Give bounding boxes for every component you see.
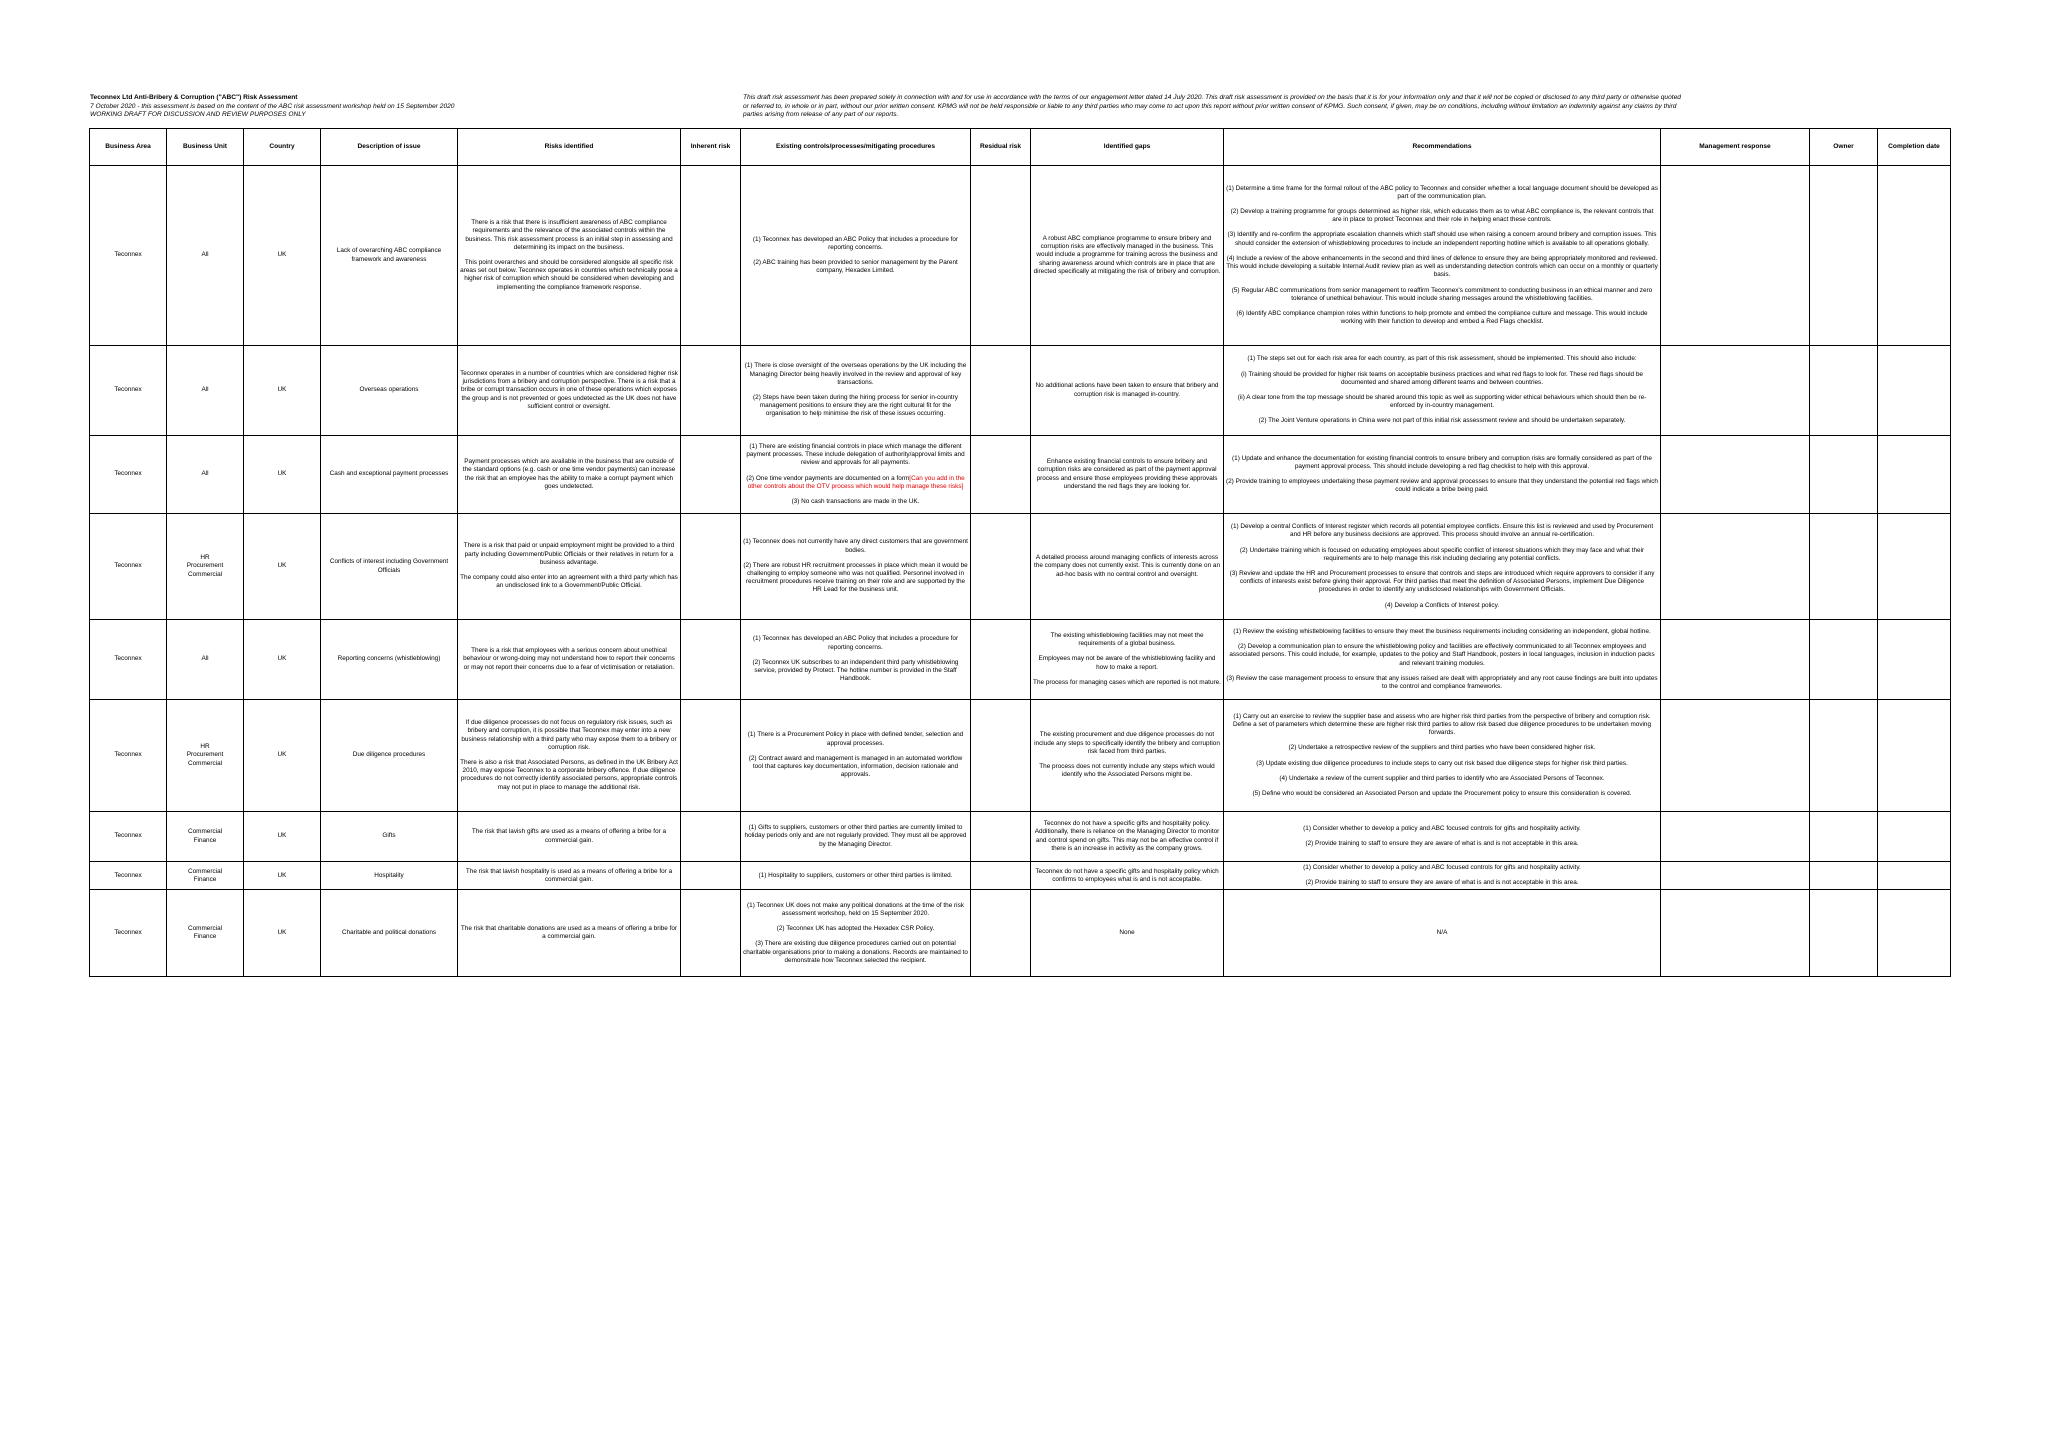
risks-cell xyxy=(458,166,681,346)
risks-cell xyxy=(458,700,681,812)
paragraph: No additional actions have been taken to ensure that bribery and corruption risk is managed in-country. xyxy=(1035,382,1219,398)
paragraph: (2) Provide training to staff to ensure they are aware of what is and is not acceptable in this area. xyxy=(1305,879,1579,887)
col-recommendations: Recommendations xyxy=(1224,129,1661,166)
paragraph: (1) Update and enhance the documentation for existing financial controls to ensure bribery and corruption risks are formally considered as part of the payment approval process. This should include developing a red flag checklist to help with this approval. xyxy=(1232,454,1652,470)
inherent-risk-cell xyxy=(681,862,741,890)
completion-date-cell xyxy=(1878,346,1951,436)
description-cell: Lack of overarching ABC compliance framework and awareness xyxy=(321,166,458,346)
business-unit-cell: HR Procurement Commercial xyxy=(167,700,244,812)
business-area-cell: Teconnex xyxy=(90,346,167,436)
inherent-risk-cell xyxy=(681,514,741,620)
disclaimer: This draft risk assessment has been prepared solely in connection with and for use in accordance with the terms of our engagement letter dated 14 July 2020. This draft risk assessment is provided on the basis that it is for your information only and that it will not be copied or disclosed to any third party or otherwise quoted or referred to, in whole or in part, without our prior written consent. KPMG will not be held responsible or liable to any third parties who may come to act upon this report without prior written consent of KPMG. Such consent, if given, may be on conditions, including without limitation an indemnity against any claims by third parties arising from release of any part of our reports. xyxy=(743,94,1681,119)
paragraph: (1) Teconnex UK does not make any political donations at the time of the risk assessment workshop, held on 15 September 2020. xyxy=(747,901,964,917)
paragraph: Teconnex operates in a number of countries which are considered higher risk jurisdictions from a bribery and corruption perspective. There is a risk that a bribe or corrupt transaction occurs in one of these operations which exposes the group and is not prevented or goes undetected as the UK does not have sufficient control or oversight. xyxy=(460,369,678,410)
residual-risk-cell xyxy=(971,812,1031,862)
col-risks: Risks identified xyxy=(458,129,681,166)
paragraph: (1) There is a Procurement Policy in place with defined tender, selection and approval processes. xyxy=(747,731,964,747)
business-unit-cell: HR Procurement Commercial xyxy=(167,514,244,620)
risk-assessment-table xyxy=(89,128,1951,977)
description-cell: Reporting concerns (whistleblowing) xyxy=(321,620,458,700)
col-gaps: Identified gaps xyxy=(1031,129,1224,166)
paragraph: (2) Develop a communication plan to ensure the whistleblowing policy and facilities are effectively communicated to all Teconnex employees and associated persons. This could include, for example, updates to the policy and Staff Handbook, posters in local languages, inclusion in induction packs and relevant training modules. xyxy=(1229,643,1655,667)
recommendations-cell xyxy=(1224,700,1661,812)
risks-cell xyxy=(458,346,681,436)
management-response-cell xyxy=(1661,620,1810,700)
controls-cell xyxy=(741,700,971,812)
inherent-risk-cell xyxy=(681,166,741,346)
paragraph: The existing whistleblowing facilities may not meet the requirements of a global business. xyxy=(1050,631,1204,648)
completion-date-cell xyxy=(1878,166,1951,346)
country-cell: UK xyxy=(244,700,321,812)
country-cell: UK xyxy=(244,862,321,890)
paragraph: There is a risk that there is insufficient awareness of ABC compliance requirements and the relevance of the associated controls within the business. This risk assessment process is an initial step in assessing and determining its impact on the business. xyxy=(465,219,673,251)
paragraph: (1) Teconnex has developed an ABC Policy that includes a procedure for reporting concerns. xyxy=(752,235,959,251)
paragraph: (5) Regular ABC communications from senior management to reaffirm Teconnex's commitment to conducting business in an ethical manner and zero tolerance of unethical behaviour. This would include sharing messages around the whistleblowing facilities. xyxy=(1231,286,1653,302)
completion-date-cell xyxy=(1878,812,1951,862)
col-business-area: Business Area xyxy=(90,129,167,166)
table-row xyxy=(90,890,1951,977)
residual-risk-cell xyxy=(971,436,1031,514)
paragraph: (3) No cash transactions are made in the UK. xyxy=(791,497,920,505)
inherent-risk-cell xyxy=(681,620,741,700)
paragraph: There is also a risk that Associated Persons, as defined in the UK Bribery Act 2010, may expose Teconnex to a corporate bribery offence. If due diligence procedures do not correctly identify associated persons, appropriate controls may not put in place to manage the additional risk. xyxy=(460,759,678,791)
paragraph: (1) Review the existing whistleblowing facilities to ensure they meet the business requirements including considering an independent, global hotline. xyxy=(1233,627,1651,635)
business-area-cell: Teconnex xyxy=(90,700,167,812)
paragraph: Employees may not be aware of the whistleblowing facility and how to make a report. xyxy=(1038,655,1216,671)
management-response-cell xyxy=(1661,166,1810,346)
paragraph: (2) There are robust HR recruitment processes in place which mean it would be challenging to employ someone who was not qualified. Personnel involved in recruitment procedures receive training on their role and are supported by the HR Lead for the business unit. xyxy=(743,561,968,594)
paragraph: Enhance existing financial controls to ensure bribery and corruption risks are considered as part of the payment approval process and ensure those employees providing these approvals understand the red flags they are looking for. xyxy=(1036,458,1218,490)
inherent-risk-cell xyxy=(681,436,741,514)
table-row xyxy=(90,812,1951,862)
paragraph: The risk that lavish hospitality is used as a means of offering a bribe for a commercial gain. xyxy=(465,867,673,883)
owner-cell xyxy=(1810,700,1878,812)
residual-risk-cell xyxy=(971,620,1031,700)
owner-cell xyxy=(1810,346,1878,436)
paragraph: (4) Develop a Conflicts of Interest policy. xyxy=(1384,601,1500,609)
completion-date-cell xyxy=(1878,436,1951,514)
inherent-risk-cell xyxy=(681,700,741,812)
business-unit-cell: All xyxy=(167,166,244,346)
description-cell: Due diligence procedures xyxy=(321,700,458,812)
gaps-cell xyxy=(1031,890,1224,977)
paragraph: (1) Teconnex does not currently have any direct customers that are government bodies. xyxy=(743,538,968,554)
paragraph: (3) Review and update the HR and Procurement processes to ensure that controls and steps are introduced which require approvers to consider if any conflicts of interests exist before giving their approval. For third parties that meet the definition of Associated Persons, implement Due Diligence procedures in order to identify any undisclosed relationships with Government Officials. xyxy=(1229,570,1655,594)
risks-cell xyxy=(458,436,681,514)
paragraph: Payment processes which are available in the business that are outside of the standard options (e.g. cash or one time vendor payments) can increase the risk that an employee has the ability to make a corrupt payment which goes undetected. xyxy=(462,458,676,490)
paragraph: (2) Undertake a retrospective review of the suppliers and third parties who have been considered higher risk. xyxy=(1288,744,1596,752)
residual-risk-cell xyxy=(971,862,1031,890)
col-business-unit: Business Unit xyxy=(167,129,244,166)
gaps-cell xyxy=(1031,862,1224,890)
paragraph: (3) Update existing due diligence procedures to include steps to carry out risk based due diligence steps for higher risk third parties. xyxy=(1256,759,1628,767)
draft-notice: WORKING DRAFT FOR DISCUSSION AND REVIEW PURPOSES ONLY xyxy=(90,111,306,119)
completion-date-cell xyxy=(1878,890,1951,977)
paragraph: (2) Teconnex UK subscribes to an independent third party whistleblowing service, provided by Protect. The hotline number is provided in the Staff Handbook. xyxy=(752,658,959,683)
inherent-risk-cell xyxy=(681,812,741,862)
description-cell: Charitable and political donations xyxy=(321,890,458,977)
business-area-cell: Teconnex xyxy=(90,436,167,514)
report-date-note: 7 October 2020 - this assessment is based on the content of the ABC risk assessment workshop held on 15 September 2020 xyxy=(90,102,455,110)
management-response-cell xyxy=(1661,346,1810,436)
recommendations-cell xyxy=(1224,436,1661,514)
completion-date-cell xyxy=(1878,620,1951,700)
controls-cell xyxy=(741,862,971,890)
col-inherent-risk: Inherent risk xyxy=(681,129,741,166)
business-unit-cell: All xyxy=(167,620,244,700)
table-row xyxy=(90,700,1951,812)
paragraph: (2) Contract award and management is managed in an automated workflow tool that captures key documentation, information, decision rationale and approvals. xyxy=(748,754,963,779)
risks-cell xyxy=(458,514,681,620)
country-cell: UK xyxy=(244,514,321,620)
country-cell: UK xyxy=(244,890,321,977)
management-response-cell xyxy=(1661,890,1810,977)
country-cell: UK xyxy=(244,436,321,514)
controls-cell xyxy=(741,890,971,977)
paragraph: None xyxy=(1119,929,1135,937)
business-area-cell: Teconnex xyxy=(90,890,167,977)
paragraph: (2) Teconnex UK has adopted the Hexadex CSR Policy. xyxy=(776,925,935,933)
paragraph: (2) Steps have been taken during the hiring process for senior in-country management positions to ensure they are the right cultural fit for the organisation to help minimise the risk of these issues occurring. xyxy=(753,394,958,418)
gaps-cell xyxy=(1031,346,1224,436)
table-row xyxy=(90,620,1951,700)
paragraph: N/A xyxy=(1436,929,1448,937)
risks-cell xyxy=(458,890,681,977)
gaps-cell xyxy=(1031,620,1224,700)
business-unit-cell: Commercial Finance xyxy=(167,890,244,977)
paragraph: This point overarches and should be considered alongside all specific risk areas set out below. Teconnex operates in countries which technically pose a higher risk of corruption which should be considered when developing and implementing the compliance framework response. xyxy=(460,259,678,291)
controls-cell xyxy=(741,436,971,514)
paragraph: The risk that lavish gifts are used as a means of offering a bribe for a commercial gain. xyxy=(471,828,667,844)
inherent-risk-cell xyxy=(681,346,741,436)
table-row xyxy=(90,436,1951,514)
risks-cell xyxy=(458,812,681,862)
controls-cell xyxy=(741,346,971,436)
completion-date-cell xyxy=(1878,862,1951,890)
paragraph: (2) Undertake training which is focused on educating employees about specific conflict of interest situations which they may face and what their requirements are to help manage this risk including declaring any potential conflicts. xyxy=(1239,546,1645,562)
management-response-cell xyxy=(1661,514,1810,620)
col-completion-date: Completion date xyxy=(1878,129,1951,166)
col-country: Country xyxy=(244,129,321,166)
paragraph: (i) Training should be provided for higher risk teams on acceptable business practices and what red flags to look for. These red flags should be documented and shared among different teams and between countries. xyxy=(1240,370,1643,386)
report-title: Teconnex Ltd Anti-Bribery & Corruption ("ABC") Risk Assessment xyxy=(90,94,298,101)
paragraph: (2) One time vendor payments are documented on a form[Can you add in the other controls about the OTV process which would help manage these risks] xyxy=(746,474,965,490)
paragraph: (1) Determine a time frame for the formal rollout of the ABC policy to Teconnex and consider whether a local language document should be developed as part of the communication plan. xyxy=(1226,184,1658,200)
description-cell: Gifts xyxy=(321,812,458,862)
risks-cell xyxy=(458,862,681,890)
paragraph: (1) Gifts to suppliers, customers or other third parties are currently limited to holiday periods only and are not regularly provided. They must all be approved by the Managing Director. xyxy=(744,824,967,848)
report-header xyxy=(90,94,710,120)
business-unit-cell: All xyxy=(167,346,244,436)
recommendations-cell xyxy=(1224,166,1661,346)
gaps-cell xyxy=(1031,436,1224,514)
residual-risk-cell xyxy=(971,166,1031,346)
country-cell: UK xyxy=(244,620,321,700)
header-row xyxy=(90,129,1951,166)
description-cell: Cash and exceptional payment processes xyxy=(321,436,458,514)
gaps-cell xyxy=(1031,700,1224,812)
risks-cell xyxy=(458,620,681,700)
col-owner: Owner xyxy=(1810,129,1878,166)
owner-cell xyxy=(1810,166,1878,346)
paragraph: (1) The steps set out for each risk area for each country, as part of this risk assessment, should be implemented. This should also include: xyxy=(1247,355,1637,363)
owner-cell xyxy=(1810,620,1878,700)
paragraph: (1) Hospitality to suppliers, customers or other third parties is limited. xyxy=(758,871,953,879)
recommendations-cell xyxy=(1224,890,1661,977)
paragraph: (6) Identify ABC compliance champion roles within functions to help promote and embed the compliance culture and message. This would include working with their function to develop and embed a Red Flags checklist. xyxy=(1236,309,1648,326)
business-unit-cell: Commercial Finance xyxy=(167,862,244,890)
paragraph: (2) The Joint Venture operations in China were not part of this initial risk assessment review and should be undertaken separately. xyxy=(1258,417,1626,425)
gaps-cell xyxy=(1031,514,1224,620)
owner-cell xyxy=(1810,862,1878,890)
paragraph: (1) Carry out an exercise to review the supplier base and assess who are higher risk third parties from the perspective of bribery and corruption risk. Define a set of parameters which determine these are higher risk third parties to allow risk based due diligence procedures to be undertaken moving forwards. xyxy=(1232,712,1652,737)
paragraph: The existing procurement and due diligence processes do not include any steps to specifically identify the bribery and corruption risk faced from third parties. xyxy=(1034,731,1220,755)
paragraph: (4) Undertake a review of the current supplier and third parties to identify who are Associated Persons of Teconnex. xyxy=(1279,774,1605,782)
paragraph: (2) Provide training to employees undertaking these payment review and approval processes to ensure that they understand the potential red flags which could indicate a bribe being paid. xyxy=(1226,478,1658,494)
recommendations-cell xyxy=(1224,862,1661,890)
col-management-response: Management response xyxy=(1661,129,1810,166)
paragraph: (1) Develop a central Conflicts of Interest register which records all potential employee conflicts. Ensure this list is reviewed and used by Procurement and HR before any business decisions are approved. This process should involve an annual re-certification. xyxy=(1230,523,1654,539)
table-row xyxy=(90,166,1951,346)
description-cell: Conflicts of interest including Government Officials xyxy=(321,514,458,620)
owner-cell xyxy=(1810,514,1878,620)
recommendations-cell xyxy=(1224,620,1661,700)
recommendations-cell xyxy=(1224,514,1661,620)
paragraph: The company could also enter into an agreement with a third party which has an undisclosed link to a Government/Public Official. xyxy=(460,574,678,590)
paragraph: (2) ABC training has been provided to senior management by the Parent company, Hexadex Limited. xyxy=(753,259,958,275)
col-controls: Existing controls/processes/mitigating procedures xyxy=(741,129,971,166)
paragraph: (1) There is close oversight of the overseas operations by the UK including the Managing Director being heavily involved in the review and approval of key transactions. xyxy=(744,362,967,386)
paragraph: A robust ABC compliance programme to ensure bribery and corruption risks are effectively managed in the business. This would include a programme for training across the business and sharing awareness around which controls are in place that are directed specifically at mitigating the risk of bribery and corruption. xyxy=(1033,234,1221,275)
business-unit-cell: All xyxy=(167,436,244,514)
table-row xyxy=(90,514,1951,620)
paragraph: (1) There are existing financial controls in place which manage the different payment processes. These include delegation of authority/approval limits and review and approvals for all payments. xyxy=(746,442,965,467)
completion-date-cell xyxy=(1878,514,1951,620)
owner-cell xyxy=(1810,890,1878,977)
paragraph: There is a risk that employees with a serious concern about unethical behaviour or wrong-doing may not understand how to report their concerns or may not report their concerns due to a fear of victimisation or retaliation. xyxy=(463,647,675,671)
management-response-cell xyxy=(1661,700,1810,812)
table-row xyxy=(90,346,1951,436)
paragraph: (4) Include a review of the above enhancements in the second and third lines of defence to ensure they are being appropriately monitored and reviewed. This would include developing a suitable Internal Audit review plan as well as understanding detection controls which can occur on a monthly or quarterly basis. xyxy=(1226,254,1658,279)
paragraph: (3) Identify and re-confirm the appropriate escalation channels which staff should use when raising a concern around bribery and corruption issues. This should consider the extension of whistleblowing procedures to include an independent reporting hotline which is available to all operations globally. xyxy=(1227,231,1657,247)
reviewer-comment: [Can you add in the other controls about the OTV process which would help manage these risks] xyxy=(747,474,965,490)
residual-risk-cell xyxy=(971,514,1031,620)
paragraph: A detailed process around managing conflicts of interests across the company does not currently exist. This is currently done on an ad-hoc basis with no central control and oversight. xyxy=(1033,554,1221,578)
business-area-cell: Teconnex xyxy=(90,514,167,620)
recommendations-cell xyxy=(1224,346,1661,436)
controls-cell xyxy=(741,812,971,862)
paragraph: (ii) A clear tone from the top message should be shared around this topic as well as supporting wider ethical behaviours which should then be re-enforced by in-country management. xyxy=(1237,394,1647,410)
description-cell: Overseas operations xyxy=(321,346,458,436)
residual-risk-cell xyxy=(971,700,1031,812)
table-row xyxy=(90,862,1951,890)
paragraph: (1) Teconnex has developed an ABC Policy that includes a procedure for reporting concerns. xyxy=(752,635,959,651)
paragraph: The process for managing cases which are reported is not mature. xyxy=(1033,678,1221,686)
description-cell: Hospitality xyxy=(321,862,458,890)
paragraph: There is a risk that paid or unpaid employment might be provided to a third party including Government/Public Officials or their relatives in return for a business advantage. xyxy=(463,542,675,566)
paragraph: (1) Consider whether to develop a policy and ABC focused controls for gifts and hospitality activity. xyxy=(1303,864,1581,871)
controls-cell xyxy=(741,514,971,620)
country-cell: UK xyxy=(244,346,321,436)
management-response-cell xyxy=(1661,436,1810,514)
residual-risk-cell xyxy=(971,346,1031,436)
gaps-cell xyxy=(1031,166,1224,346)
management-response-cell xyxy=(1661,812,1810,862)
business-area-cell: Teconnex xyxy=(90,620,167,700)
owner-cell xyxy=(1810,812,1878,862)
completion-date-cell xyxy=(1878,700,1951,812)
paragraph: The process does not currently include any steps which would identify who the Associated Persons might be. xyxy=(1039,763,1215,779)
col-residual-risk: Residual risk xyxy=(971,129,1031,166)
paragraph: (5) Define who would be considered an Associated Person and update the Procurement policy to ensure this consideration is covered. xyxy=(1252,790,1632,797)
business-area-cell: Teconnex xyxy=(90,862,167,890)
country-cell: UK xyxy=(244,812,321,862)
col-description: Description of issue xyxy=(321,129,458,166)
paragraph: (3) Review the case management process to ensure that any issues raised are dealt with appropriately and any root cause findings are built into updates to the control and compliance frameworks. xyxy=(1226,674,1658,690)
business-unit-cell: Commercial Finance xyxy=(167,812,244,862)
owner-cell xyxy=(1810,436,1878,514)
inherent-risk-cell xyxy=(681,890,741,977)
controls-cell xyxy=(741,166,971,346)
paragraph: (2) Develop a training programme for groups determined as higher risk, which educates them as to what ABC compliance is, the relevant controls that are in place to protect Teconnex and their role in helping enact these controls. xyxy=(1230,208,1654,224)
residual-risk-cell xyxy=(971,890,1031,977)
business-area-cell: Teconnex xyxy=(90,166,167,346)
country-cell: UK xyxy=(244,166,321,346)
paragraph: (3) There are existing due diligence procedures carried out on potential charitable organisations prior to making a donations. Records are maintained to demonstrate how Teconnex selected the recipient. xyxy=(743,940,968,964)
management-response-cell xyxy=(1661,862,1810,890)
paragraph: Teconnex do not have a specific gifts and hospitality policy which confirms to employees what is and is not acceptable. xyxy=(1035,867,1219,883)
paragraph: (1) Consider whether to develop a policy and ABC focused controls for gifts and hospitality activity. xyxy=(1303,824,1581,832)
paragraph: Teconnex do not have a specific gifts and hospitality policy. Additionally, there is reliance on the Managing Director to monitor and control spend on gifts. This may not be an effective control if there is an increase in activity as the company grows. xyxy=(1034,820,1220,852)
business-area-cell: Teconnex xyxy=(90,812,167,862)
paragraph: If due diligence processes do not focus on regulatory risk issues, such as bribery and corruption, it is possible that Teconnex may enter into a new business relationship with a third party who may expose them to a bribery or corruption risk. xyxy=(461,719,677,751)
paragraph: The risk that charitable donations are used as a means of offering a bribe for a commercial gain. xyxy=(460,925,678,941)
paragraph: (2) Provide training to staff to ensure they are aware of what is and is not acceptable in this area. xyxy=(1305,840,1579,847)
gaps-cell xyxy=(1031,812,1224,862)
recommendations-cell xyxy=(1224,812,1661,862)
controls-cell xyxy=(741,620,971,700)
